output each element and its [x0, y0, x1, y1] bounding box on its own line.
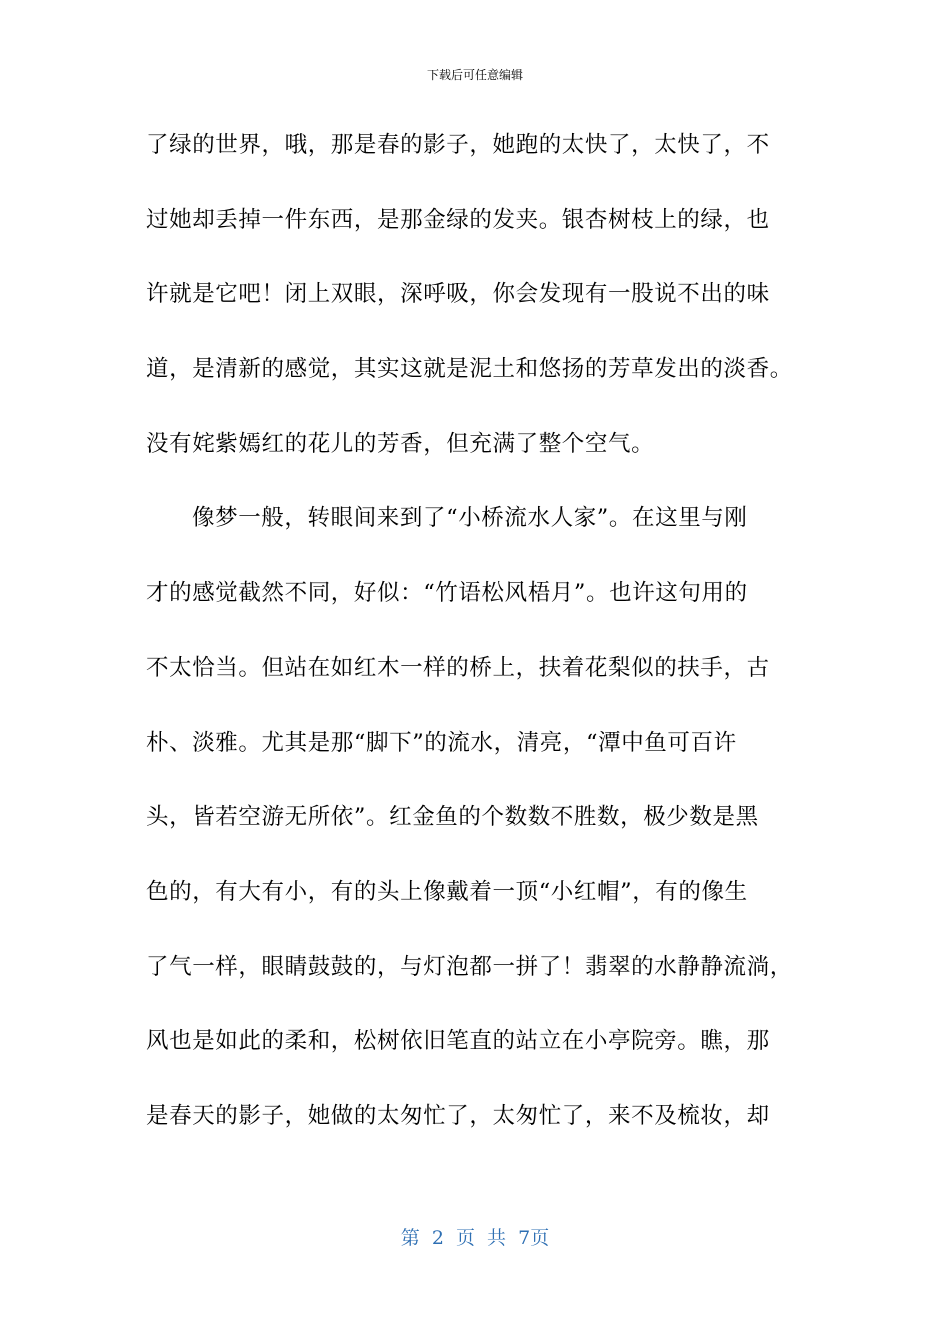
- text-line: 朴、淡雅。尤其是那“脚下”的流水，清亮，“潭中鱼可百许: [146, 729, 737, 756]
- footer-label-gong: 共: [487, 1227, 507, 1249]
- text-line: 不太恰当。但站在如红木一样的桥上，扶着花梨似的扶手，古: [146, 654, 770, 681]
- footer-label-ye2: 页: [530, 1227, 550, 1249]
- text-line: 过她却丢掉一件东西，是那金绿的发夹。银杏树枝上的绿，也: [146, 206, 770, 233]
- text-line: 风也是如此的柔和，松树依旧笔直的站立在小亭院旁。瞧，那: [146, 1028, 770, 1055]
- document-body: [146, 125, 816, 1171]
- page-header: 下载后可任意编辑: [426, 68, 523, 82]
- current-page-number: 2: [431, 1227, 444, 1249]
- text-line: 才的感觉截然不同，好似：“竹语松风梧月”。也许这句用的: [146, 580, 748, 607]
- text-line: 是春天的影子，她做的太匆忙了，太匆忙了，来不及梳妆，却: [146, 1102, 770, 1129]
- total-page-number: 7: [518, 1227, 531, 1249]
- page-footer: [0, 1224, 950, 1252]
- text-line: 了气一样，眼睛鼓鼓的，与灯泡都一拼了！翡翠的水静静流淌，: [146, 953, 793, 980]
- text-line: 道，是清新的感觉，其实这就是泥土和悠扬的芳草发出的淡香。: [146, 356, 793, 383]
- footer-label-di: 第: [400, 1227, 420, 1249]
- text-line: 色的，有大有小，有的头上像戴着一顶“小红帽”，有的像生: [146, 878, 748, 905]
- text-line: 没有姹紫嫣红的花儿的芳香，但充满了整个空气。: [146, 430, 655, 457]
- text-line: 像梦一般，转眼间来到了“小桥流水人家”。在这里与刚: [192, 505, 748, 532]
- footer-label-ye: 页: [455, 1227, 475, 1249]
- text-line: 头，皆若空游无所依”。红金鱼的个数数不胜数，极少数是黑: [146, 804, 759, 831]
- text-line: 许就是它吧！闭上双眼，深呼吸，你会发现有一股说不出的味: [146, 281, 770, 308]
- text-line: 了绿的世界，哦，那是春的影子，她跑的太快了，太快了，不: [146, 132, 770, 158]
